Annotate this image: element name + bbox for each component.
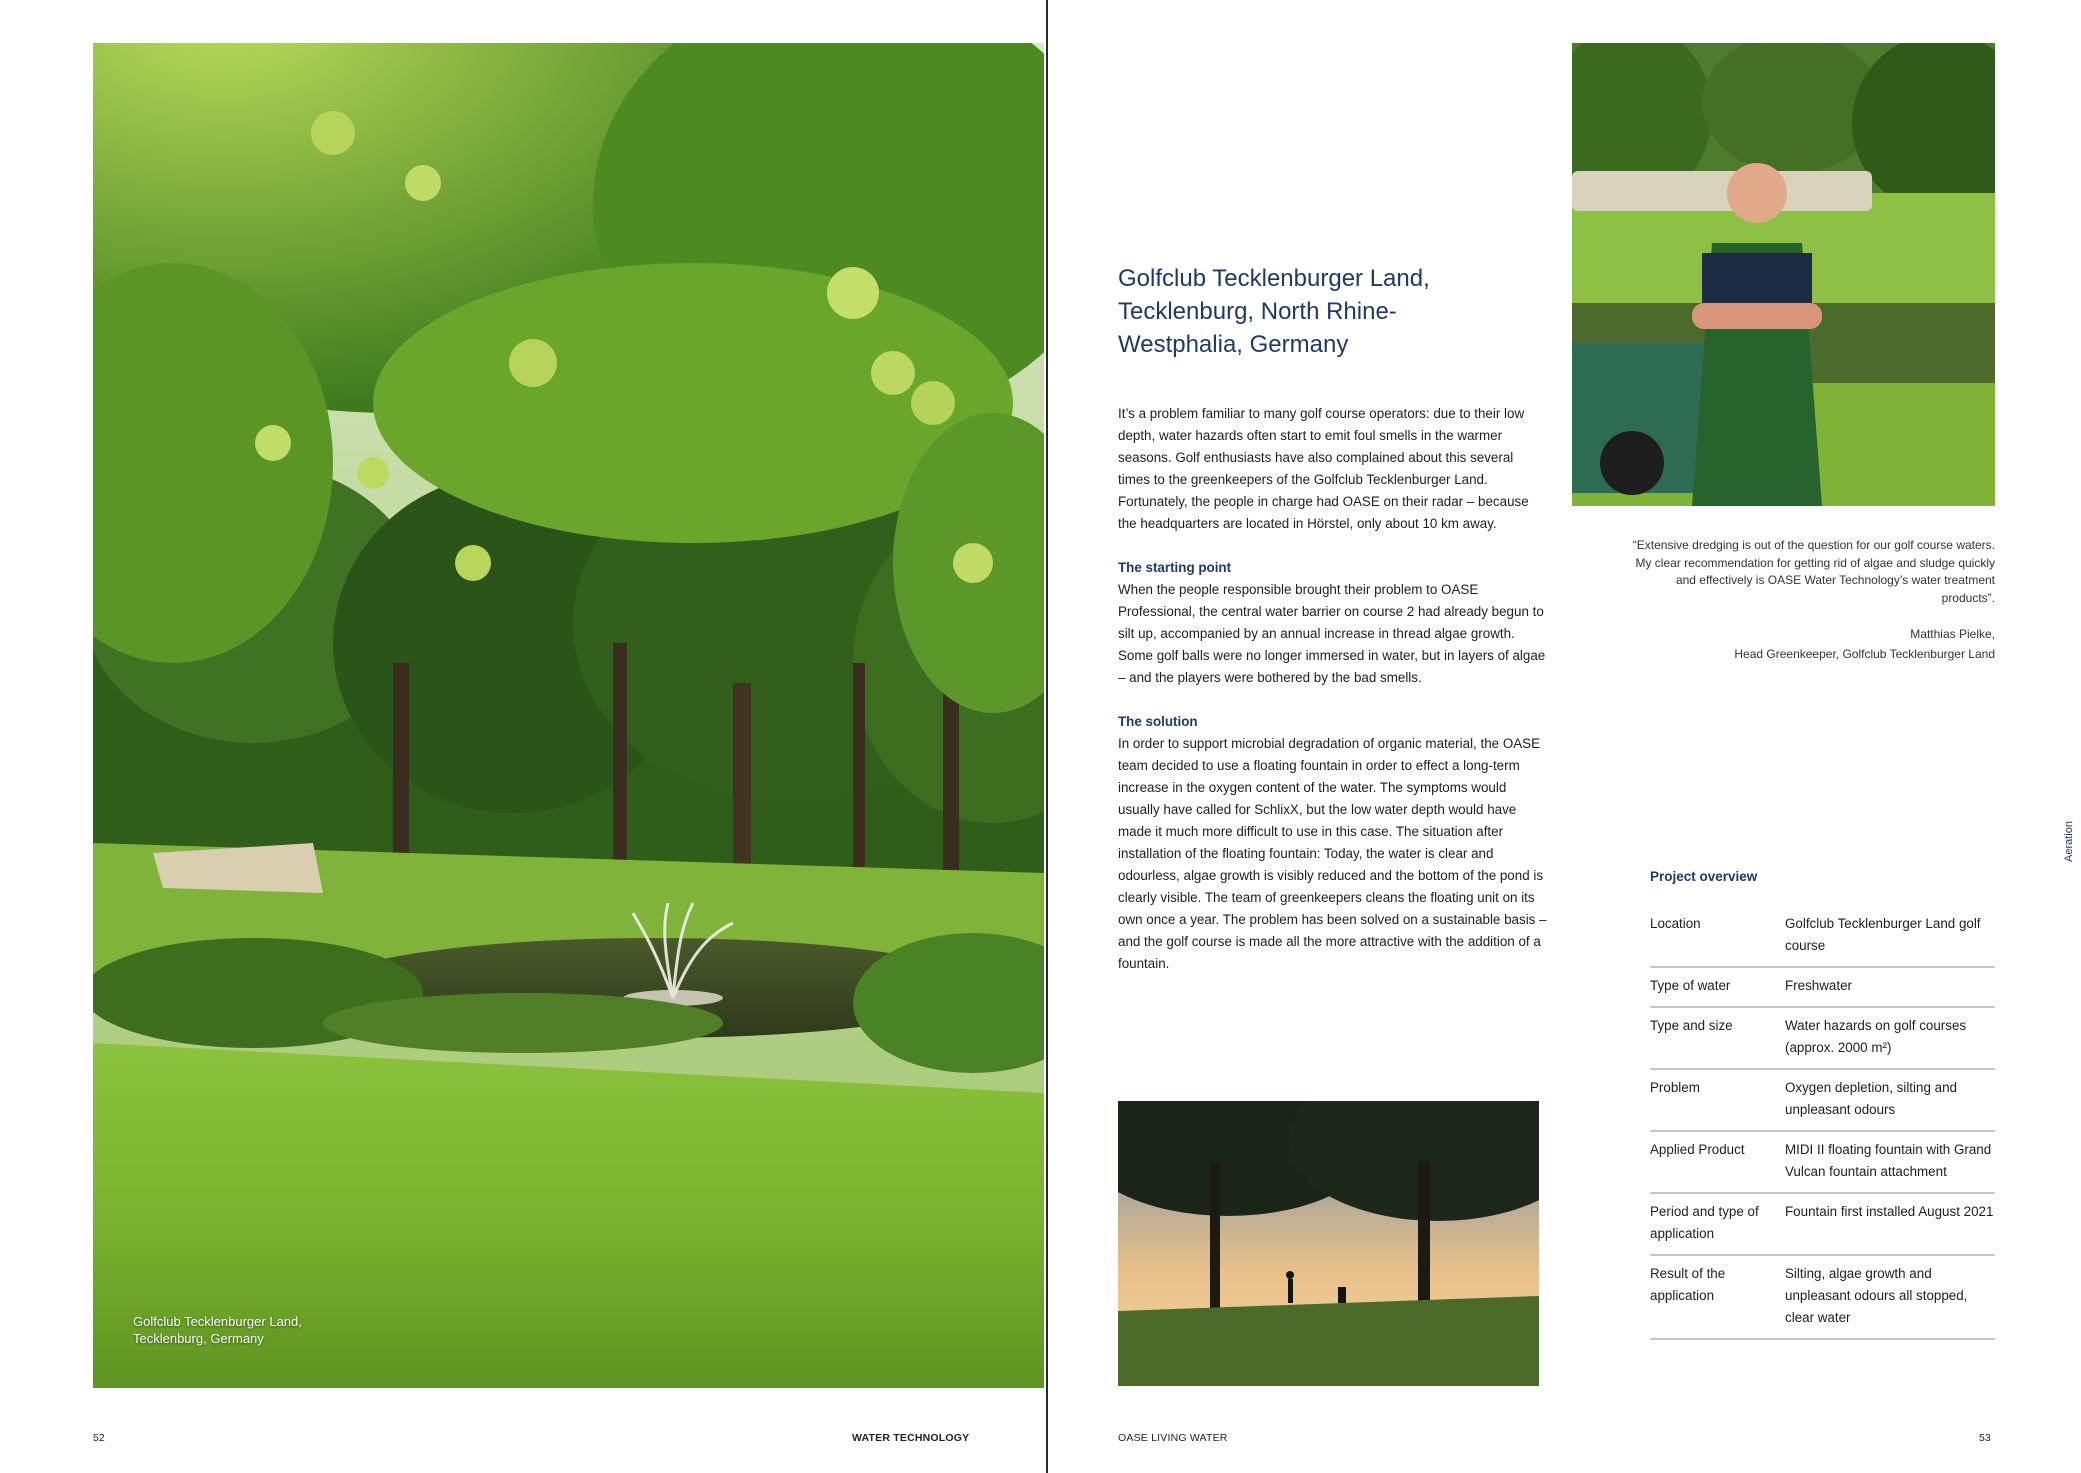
starting-point-text: When the people responsible brought their problem to OASE Professional, the central water barrier on course 2 had already begun to silt up, accompanied by an annual increase in thread algae growth. Some golf balls were no longer immersed in water, but in layers of algae – and the players were bothered by the bad smells. [1118, 582, 1546, 685]
overview-label: Type of water [1650, 978, 1731, 993]
article-body [1118, 403, 1548, 997]
overview-value: Freshwater [1785, 978, 1852, 993]
overview-value: MIDI II floating fountain with Grand Vulcan fountain attachment [1785, 1142, 1992, 1179]
overview-row-applied-product [1650, 1132, 1995, 1194]
running-head-left: WATER TECHNOLOGY [852, 1432, 970, 1444]
solution-heading: The solution [1118, 714, 1198, 729]
overview-label: Applied Product [1650, 1142, 1745, 1157]
overview-row-result [1650, 1256, 1995, 1340]
overview-label: Result of the application [1650, 1266, 1726, 1303]
overview-value: Water hazards on golf courses (approx. 2000 m²) [1785, 1018, 1967, 1055]
overview-value: Silting, algae growth and unpleasant odours all stopped, clear water [1785, 1266, 1968, 1325]
overview-row-problem [1650, 1070, 1995, 1132]
photo-caption: Golfclub Tecklenburger Land, Tecklenburg, Germany [133, 1314, 302, 1346]
project-overview-table [1650, 906, 1995, 1340]
overview-value: Oxygen depletion, silting and unpleasant odours [1785, 1080, 1957, 1117]
section-side-tab: Aeration [2063, 821, 2075, 862]
head-greenkeeper-portrait-photo [1572, 43, 1995, 506]
overview-label: Period and type of application [1650, 1204, 1759, 1241]
golf-course-pond-photo [93, 43, 1044, 1388]
overview-label: Type and size [1650, 1018, 1733, 1033]
overview-label: Problem [1650, 1080, 1700, 1095]
overview-value: Golfclub Tecklenburger Land golf course [1785, 916, 1981, 953]
page-number-left: 52 [93, 1432, 105, 1444]
page-gutter [1046, 0, 1048, 1473]
overview-value: Fountain first installed August 2021 [1785, 1204, 1994, 1219]
starting-point-section [1118, 557, 1548, 689]
quote-author: Matthias Pielke, [1910, 627, 1995, 641]
overview-row-location [1650, 906, 1995, 968]
overview-row-period [1650, 1194, 1995, 1256]
greenkeeper-quote: “Extensive dredging is out of the question for our golf course waters. My clear recommendation for getting rid of algae and sludge quickly and effectively is OASE Water Technology’s water treatment products”. [1632, 538, 1995, 605]
intro-paragraph: It’s a problem familiar to many golf course operators: due to their low depth, water hazards often start to emit foul smells in the warmer seasons. Golf enthusiasts have also complained about this several times to the greenkeepers of the Golfclub Tecklenburger Land. Fortunately, the people in charge had OASE on their radar – because the headquarters are located in Hörstel, only about 10 km away. [1118, 406, 1529, 531]
overview-row-type-and-size [1650, 1008, 1995, 1070]
quote-author-role: Head Greenkeeper, Golfclub Tecklenburger Land [1734, 647, 1995, 661]
sunset-golfers-photo [1118, 1101, 1539, 1386]
running-head-right: OASE LIVING WATER [1118, 1432, 1228, 1444]
quote-attribution [1620, 624, 1995, 664]
article-title: Golfclub Tecklenburger Land, Tecklenburg, North Rhine-Westphalia, Germany [1118, 265, 1430, 358]
starting-point-heading: The starting point [1118, 560, 1232, 575]
overview-label: Location [1650, 916, 1701, 931]
overview-row-type-of-water [1650, 968, 1995, 1008]
solution-section [1118, 711, 1548, 975]
solution-text: In order to support microbial degradation of organic material, the OASE team decided to use a floating fountain in order to effect a long-term increase in the oxygen content of the water. The symptoms would usually have called for SchlixX, but the low water depth would have made it much more difficult to use in this case. The situation after installation of the floating fountain: Today, the water is clear and odourless, algae growth is visibly reduced and the bottom of the pond is clearly visible. The team of greenkeepers cleans the floating unit on its own once a year. The problem has been solved on a sustainable basis – and the golf course is made all the more attractive with the addition of a fountain. [1118, 736, 1547, 971]
page-number-right: 53 [1979, 1432, 1991, 1444]
project-overview-title: Project overview [1650, 869, 1758, 884]
